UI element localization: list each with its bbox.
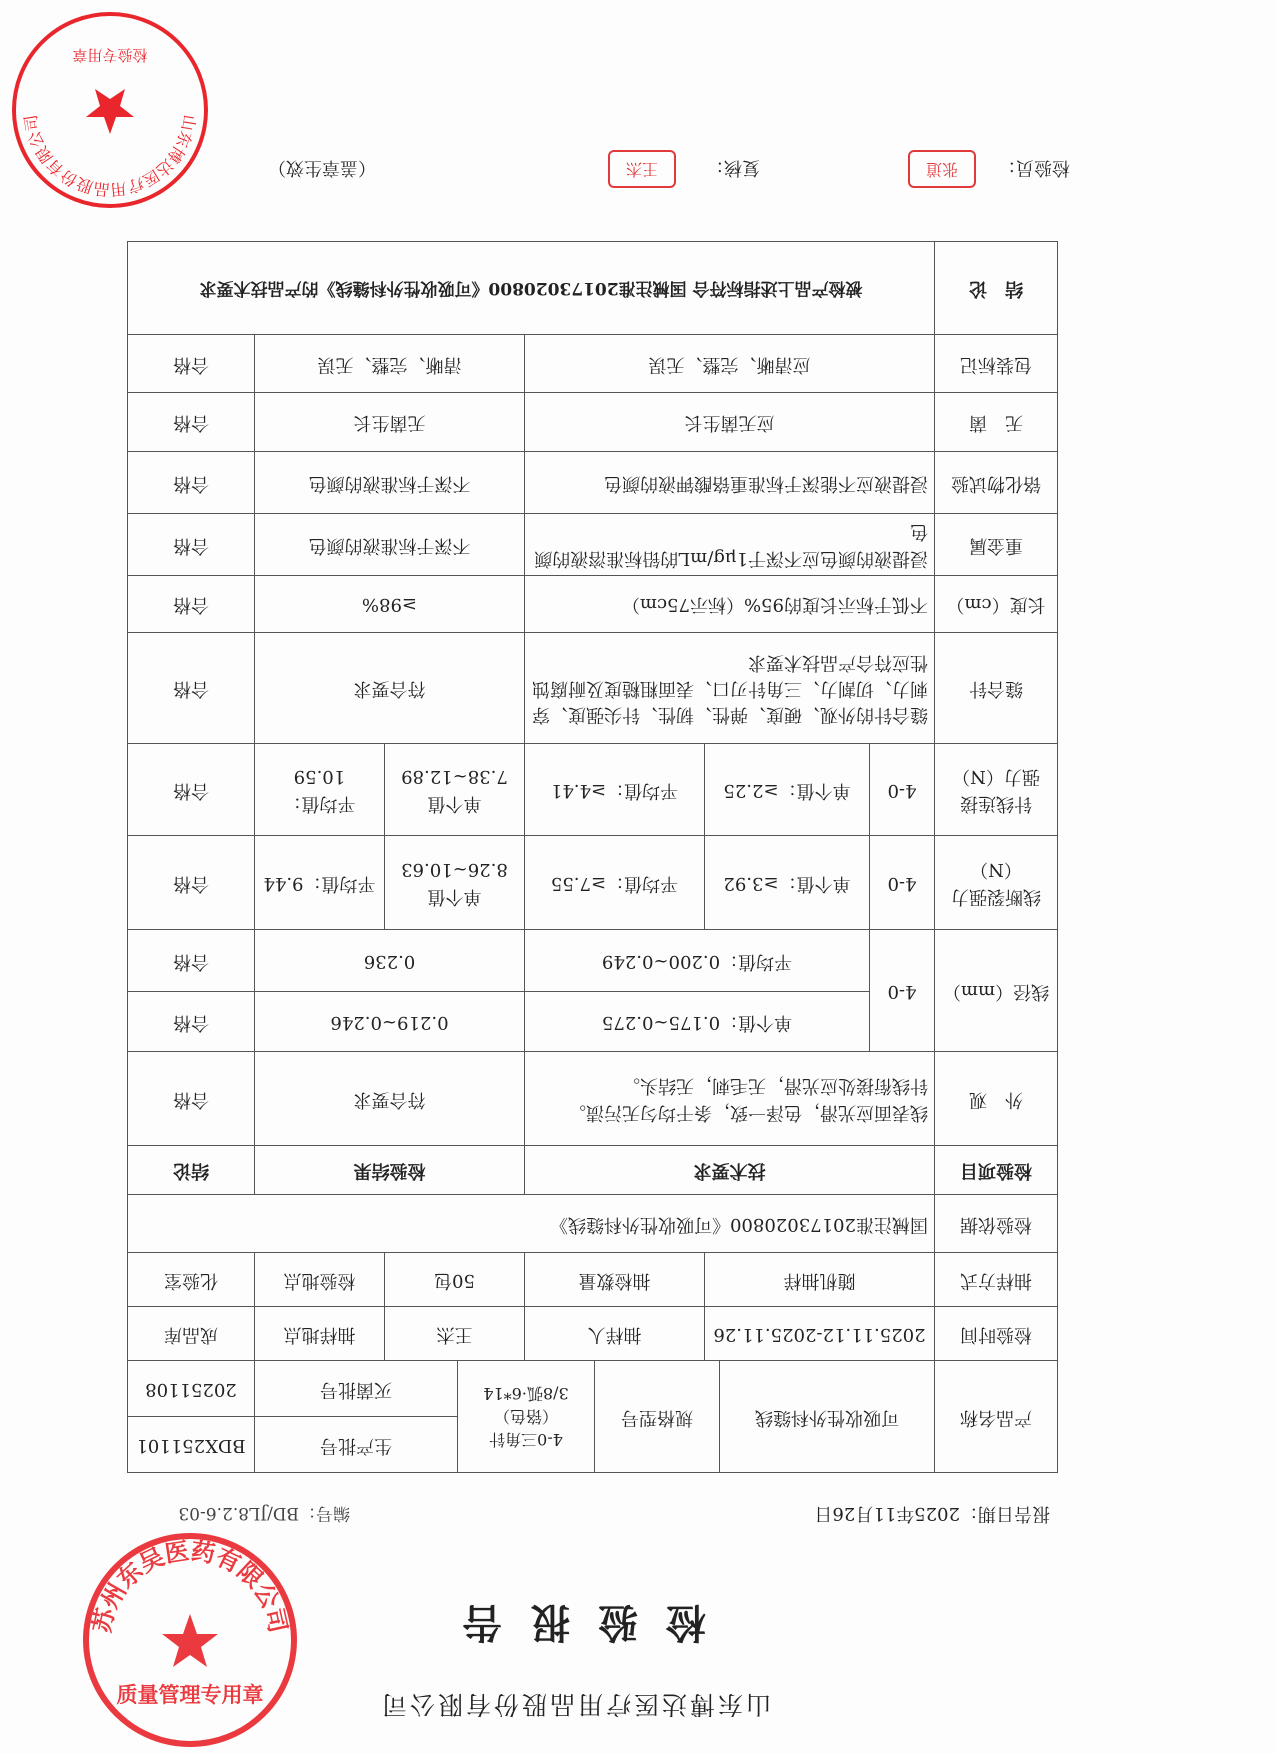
- table-row: [127, 1052, 1057, 1146]
- requirement: 浸提液应不能深于标准重铬酸钾液的颜色: [525, 452, 935, 514]
- conclusion-row: [127, 242, 1057, 335]
- item-chromide: 铬化物试验: [935, 452, 1058, 514]
- sample-place: 成品库: [127, 1307, 254, 1361]
- size: 4-0: [870, 930, 935, 1052]
- sample-qty-label: 抽检数量: [525, 1253, 705, 1307]
- test-place-label: 检验地点: [254, 1253, 384, 1307]
- sterile-batch-value: 20251108: [127, 1361, 254, 1417]
- conclusion: 合格: [127, 514, 254, 576]
- sampling-method-label: 抽样方式: [935, 1253, 1058, 1307]
- requirement-single: 单个值：≥2.25: [705, 744, 870, 836]
- item-length: 长度（cm）: [935, 576, 1058, 633]
- col-conclusion: 结论: [127, 1146, 254, 1195]
- sterile-batch-label: 灭菌批号: [254, 1361, 457, 1417]
- issuer-seal-bottom-text: 检验专用章: [72, 46, 148, 64]
- item-package: 包装标记: [935, 335, 1058, 393]
- issuer-seal-stamp: [10, 10, 210, 210]
- item-needle: 缝合针: [935, 633, 1058, 744]
- result: 符合要求: [254, 1052, 524, 1146]
- col-item: 检验项目: [935, 1146, 1058, 1195]
- result-average: 平均值：9.44: [254, 836, 384, 930]
- item-appearance: 外 观: [935, 1052, 1058, 1146]
- item-sterile: 无 菌: [935, 393, 1058, 452]
- item-heavy-metal: 重金属: [935, 514, 1058, 576]
- test-time-label: 检验时间: [935, 1307, 1058, 1361]
- star-icon: [162, 1614, 218, 1667]
- item-diameter: 线径（mm）: [935, 930, 1058, 1052]
- document-code: 编号：BD/JL8.2.6-03: [178, 1503, 350, 1523]
- sample-qty: 50包: [384, 1253, 524, 1307]
- table-row: [127, 576, 1057, 633]
- col-result: 检验结果: [254, 1146, 524, 1195]
- report-title: 检验报告: [434, 1599, 706, 1646]
- requirement-average: 平均值：≥7.55: [525, 836, 705, 930]
- batch-value: BDX251101: [127, 1417, 254, 1473]
- conclusion-text: 被检产品上述指标符合 国械注准20173020800《可吸收性外科缝线》的产品技术要求: [127, 242, 934, 335]
- result: 无菌生长: [254, 393, 524, 452]
- requirement: 应无菌生长: [525, 393, 935, 452]
- size: 4-0: [870, 836, 935, 930]
- sample-place-label: 抽样地点: [254, 1307, 384, 1361]
- star-icon: [86, 89, 134, 134]
- item-attachment-strength: 针线连接 强力（N）: [935, 744, 1058, 836]
- conclusion: 合格: [127, 576, 254, 633]
- conclusion: 合格: [127, 930, 254, 992]
- conclusion: 合格: [127, 633, 254, 744]
- inspection-table: [127, 241, 1058, 1473]
- sampler: 王杰: [384, 1307, 524, 1361]
- spec-value: 4-0三角针 （铬色） 3/8弧·6*14: [457, 1361, 594, 1473]
- batch-label: 生产批号: [254, 1417, 457, 1473]
- sampling-method: 随机抽样: [705, 1253, 935, 1307]
- conclusion-label: 结 论: [935, 242, 1058, 335]
- table-row: [127, 393, 1057, 452]
- conclusion: 合格: [127, 393, 254, 452]
- result-average: 平均值：10.59: [254, 744, 384, 836]
- customer-stamp-bottom-text: 质量管理专用章: [116, 1683, 264, 1707]
- sampler-label: 抽样人: [525, 1307, 705, 1361]
- table-header-row: [127, 1146, 1057, 1195]
- basis-label: 检验依据: [935, 1195, 1058, 1253]
- result: 不深于标准液的颜色: [254, 452, 524, 514]
- table-row: [127, 1307, 1057, 1361]
- table-row: [127, 744, 1057, 836]
- product-name: 可吸收性外科缝线: [720, 1361, 935, 1473]
- test-time: 2025.11.12-2025.11.26: [705, 1307, 935, 1361]
- conclusion: 合格: [127, 1052, 254, 1146]
- seal-note: （盖章生效）: [268, 157, 376, 178]
- table-row: [127, 633, 1057, 744]
- requirement-single: 单个值：≥3.92: [705, 836, 870, 930]
- product-name-label: 产品名称: [935, 1361, 1058, 1473]
- table-row: [127, 1253, 1057, 1307]
- conclusion: 合格: [127, 836, 254, 930]
- company-name: 山东博达医疗用品股份有限公司: [379, 1690, 772, 1719]
- table-row: [127, 514, 1057, 576]
- table-row: [127, 452, 1057, 514]
- result-single: 单个值 8.26~10.63: [384, 836, 524, 930]
- inspector-label: 检验员：: [998, 157, 1070, 178]
- table-row: [127, 836, 1057, 930]
- conclusion: 合格: [127, 452, 254, 514]
- test-place: 化验室: [127, 1253, 254, 1307]
- customer-quality-stamp: [80, 1530, 300, 1750]
- result: 符合要求: [254, 633, 524, 744]
- table-row: [127, 1417, 1057, 1473]
- reviewer-signature-stamp: 王杰: [608, 150, 676, 188]
- result: 0.236: [254, 930, 524, 992]
- requirement: 应清晰、完整、无误: [525, 335, 935, 393]
- item-breaking-strength: 线断裂强力 （N）: [935, 836, 1058, 930]
- size: 4-0: [870, 744, 935, 836]
- requirement: 平均值：0.200~0.249: [525, 930, 870, 992]
- result: 不深于标准液的颜色: [254, 514, 524, 576]
- table-row: [127, 335, 1057, 393]
- requirement: 浸提液的颜色应不深于1μg/mL的铅标准溶液的颜色: [525, 514, 935, 576]
- result-single: 单个值 7.38~12.89: [384, 744, 524, 836]
- result: 清晰、完整、无误: [254, 335, 524, 393]
- customer-stamp-ring-text: 苏州东吴医药有限公司: [87, 1536, 293, 1636]
- requirement-average: 平均值：≥4.41: [525, 744, 705, 836]
- inspector-signature-stamp: 张道: [908, 150, 976, 188]
- result: ≥98%: [254, 576, 524, 633]
- conclusion: 合格: [127, 335, 254, 393]
- table-row: [127, 1195, 1057, 1253]
- basis: 国械注准20173020800《可吸收性外科缝线》: [127, 1195, 934, 1253]
- conclusion: 合格: [127, 992, 254, 1052]
- requirement: 缝合针的外观、硬度、弹性、韧性、针尖强度、穿刺力、切割力、三角针刃口、表面粗糙度及耐腐蚀性应符合产品技术要求: [525, 633, 935, 744]
- col-requirement: 技术要求: [525, 1146, 935, 1195]
- result: 0.219~0.246: [254, 992, 524, 1052]
- conclusion: 合格: [127, 744, 254, 836]
- requirement: 单个值：0.175~0.275: [525, 992, 870, 1052]
- requirement: 线表面应光滑，色泽一致，条干均匀无污渍。 针线衔接处应光滑，无毛刺，无结头。: [525, 1052, 935, 1146]
- spec-label: 规格型号: [595, 1361, 720, 1473]
- issuer-seal-ring-text: 山东博达医疗用品股份有限公司: [20, 113, 200, 200]
- report-date: 报告日期：2025年11月26日: [814, 1503, 1050, 1524]
- reviewer-label: 复核：: [706, 157, 760, 178]
- requirement: 不低于标示长度的95%（标示75cm）: [525, 576, 935, 633]
- table-row: [127, 992, 1057, 1052]
